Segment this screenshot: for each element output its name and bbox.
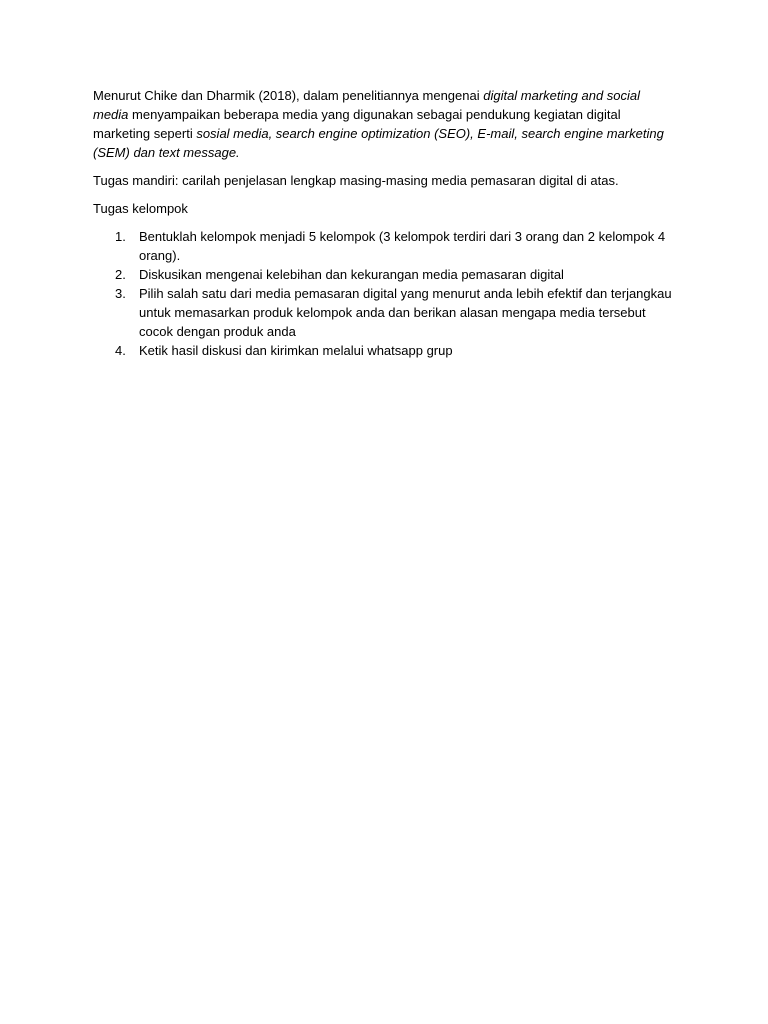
list-item-number: 3. xyxy=(115,286,126,301)
intro-italic-2: sosial media, search engine optimization (SEO), E-mail, search engine marketing (SEM) dan text message. xyxy=(93,126,664,160)
list-item xyxy=(93,227,678,265)
task-list xyxy=(93,227,678,360)
list-item-text: Ketik hasil diskusi dan kirimkan melalui whatsapp grup xyxy=(139,343,453,358)
intro-text-1: Menurut Chike dan Dharmik (2018), dalam penelitiannya mengenai xyxy=(93,88,484,103)
tugas-kelompok-heading: Tugas kelompok xyxy=(93,201,188,216)
list-item-number: 4. xyxy=(115,343,126,358)
list-item-text: Diskusikan mengenai kelebihan dan kekurangan media pemasaran digital xyxy=(139,267,564,282)
document-body xyxy=(93,86,678,360)
intro-text-2: menyampaikan beberapa media yang digunakan sebagai pendukung kegiatan digital marketing seperti xyxy=(93,107,621,141)
tugas-mandiri-paragraph: Tugas mandiri: carilah penjelasan lengkap masing-masing media pemasaran digital di atas. xyxy=(93,173,619,188)
list-item-text: Pilih salah satu dari media pemasaran digital yang menurut anda lebih efektif dan terjangkau untuk memasarkan produk kelompok anda dan berikan alasan mengapa media tersebut cocok dengan produk anda xyxy=(139,286,672,339)
intro-italic-1: digital marketing and social media xyxy=(93,88,641,122)
list-item xyxy=(93,341,678,360)
list-item-number: 1. xyxy=(115,229,126,244)
list-item-number: 2. xyxy=(115,267,126,282)
intro-paragraph xyxy=(93,86,678,162)
list-item xyxy=(93,284,678,341)
list-item xyxy=(93,265,678,284)
list-item-text: Bentuklah kelompok menjadi 5 kelompok (3 kelompok terdiri dari 3 orang dan 2 kelompok 4 orang). xyxy=(139,229,666,263)
